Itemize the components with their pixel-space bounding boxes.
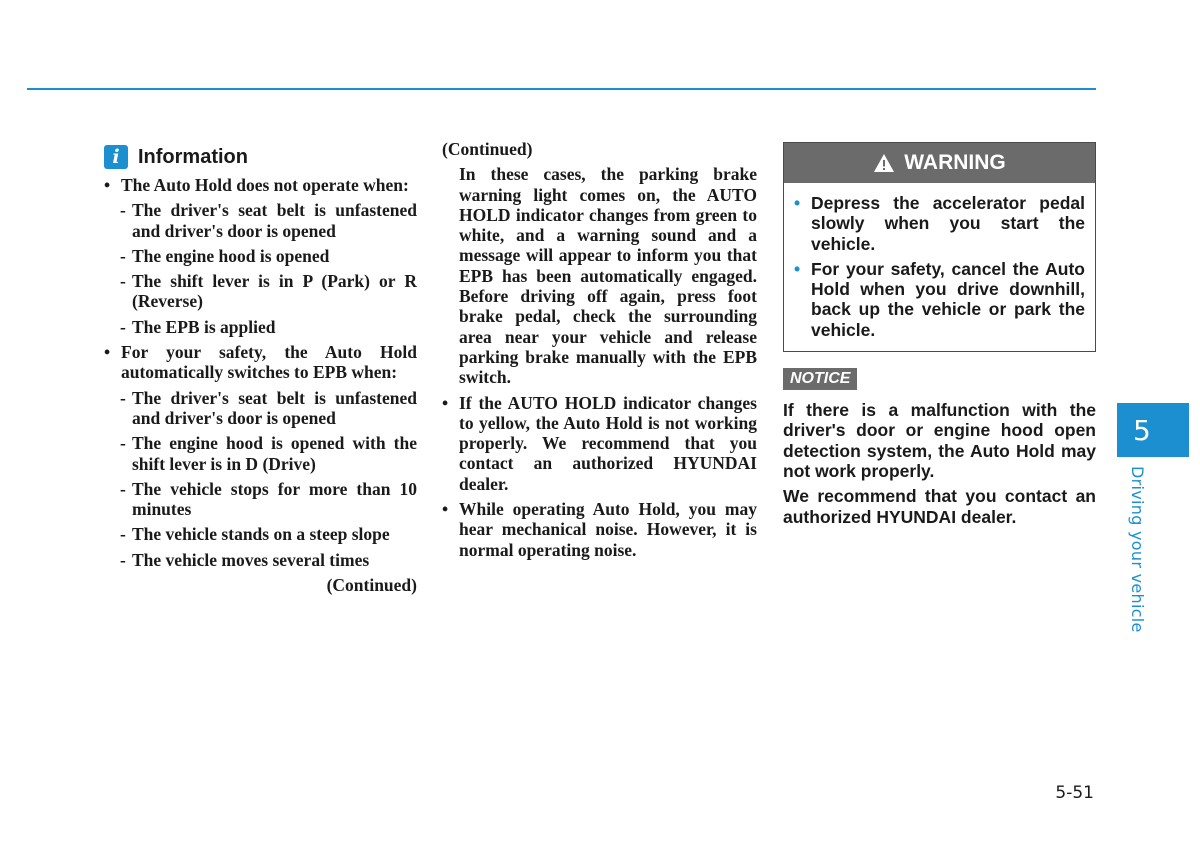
information-title: Information	[138, 145, 248, 168]
list-item: - The driver's seat belt is unfastened and driver's door is opened	[120, 387, 417, 428]
list-item: - The engine hood is opened	[120, 245, 330, 266]
list-item: - The engine hood is opened with the shift lever is in D (Drive)	[120, 433, 417, 474]
header-rule	[27, 88, 1096, 90]
information-header	[104, 143, 417, 171]
continued-label: (Continued)	[326, 575, 417, 596]
warning-title: WARNING	[904, 151, 1006, 174]
list-item: • Depress the accelerator pedal slowly when you start the vehicle.	[794, 193, 1085, 254]
notice-paragraph: If there is a malfunction with the driver's door or engine hood open detection system, the Auto Hold may not work properly.	[783, 400, 1096, 481]
list-item: • While operating Auto Hold, you may hear mechanical noise. However, it is normal operating noise.	[442, 499, 757, 560]
notice-paragraph: We recommend that you contact an authorized HYUNDAI dealer.	[783, 486, 1096, 527]
list-item: • For your safety, cancel the Auto Hold when you drive downhill, back up the vehicle or park the vehicle.	[794, 258, 1085, 340]
list-item: • For your safety, the Auto Hold automatically switches to EPB when:	[104, 342, 417, 383]
chapter-tab	[1117, 403, 1189, 457]
list-item: - The vehicle stops for more than 10 minutes	[120, 478, 417, 520]
continued-paragraph: In these cases, the parking brake warning light comes on, the AUTO HOLD indicator changes from green to white, and a warning sound and a message will appear to inform you that EPB has been automatically engaged. Before driving off again, press foot brake pedal, check the surrounding area near your vehicle and release parking brake manually with the EPB switch.	[459, 164, 757, 388]
list-item: - The shift lever is in P (Park) or R (Reverse)	[120, 271, 417, 312]
info-icon: i	[104, 145, 128, 169]
list-item: - The EPB is applied	[120, 316, 276, 337]
list-item: • If the AUTO HOLD indicator changes to yellow, the Auto Hold is not working properly. We recommend that you contact an authorized HYUNDAI dealer.	[442, 392, 757, 494]
page-number: 5-51	[1055, 783, 1094, 803]
warning-triangle-icon	[873, 153, 895, 173]
notice-badge: NOTICE	[783, 368, 857, 390]
list-item: - The driver's seat belt is unfastened and driver's door is opened	[120, 200, 417, 241]
chapter-number: 5	[1133, 413, 1151, 447]
warning-box	[783, 142, 1096, 352]
chapter-title: Driving your vehicle	[1128, 466, 1147, 633]
information-column	[104, 143, 417, 595]
warning-header	[784, 143, 1095, 183]
list-item: - The vehicle moves several times	[120, 549, 370, 570]
continued-label: (Continued)	[442, 139, 533, 159]
list-item: - The vehicle stands on a steep slope	[120, 524, 390, 545]
information-continued-column	[442, 139, 757, 565]
list-item: • The Auto Hold does not operate when:	[104, 175, 409, 195]
warning-notice-column	[783, 142, 1096, 532]
